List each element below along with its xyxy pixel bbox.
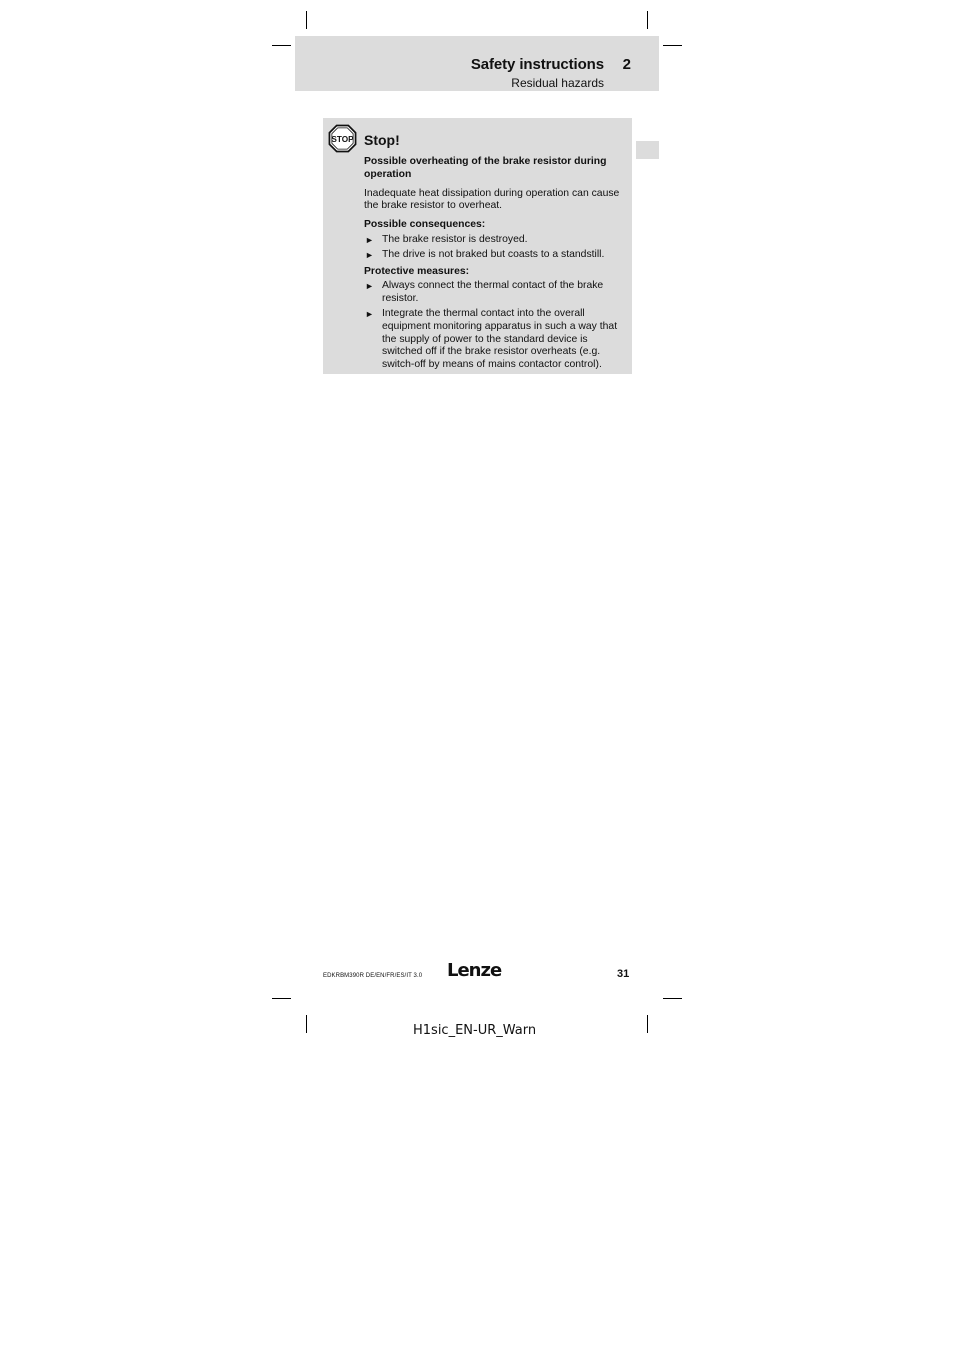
page-title: Safety instructions (470, 56, 604, 73)
bullet-arrow-icon: ► (365, 249, 374, 260)
bullet-arrow-icon: ► (365, 281, 374, 292)
crop-mark (647, 11, 648, 29)
consequences-list (364, 234, 626, 262)
warning-title: Stop! (364, 132, 400, 148)
measures-label: Protective measures: (364, 265, 470, 277)
warning-intro: Inadequate heat dissipation during operation can cause the brake resistor to overheat. (364, 187, 620, 212)
chapter-thumb-tab (636, 141, 659, 159)
list-item: ► Integrate the thermal contact into the overall equipment monitoring apparatus in such a way that the supply of power to the standard device is switched off if the brake resistor overheats (e.g. switch-off by means of mains contactor control). (365, 307, 618, 371)
crop-mark (272, 998, 291, 999)
document-id: H1sic_EN-UR_Warn (413, 1023, 537, 1038)
page-number: 31 (617, 968, 630, 980)
consequences-label: Possible consequences: (364, 219, 486, 231)
footer-doc-code: EDKRBM390R DE/EN/FR/ES/IT 3.0 (323, 973, 423, 979)
chapter-number: 2 (622, 56, 631, 73)
warning-heading: Possible overheating of the brake resistor during operation (364, 156, 607, 180)
crop-mark (306, 1015, 307, 1033)
stop-sign-icon (328, 124, 357, 153)
page-header (295, 36, 659, 91)
crop-mark (663, 45, 682, 46)
list-item: ► The drive is not braked but coasts to a standstill. (365, 248, 605, 260)
measures-list (364, 280, 626, 372)
page-subtitle: Residual hazards (511, 76, 604, 90)
stop-sign-label: STOP (331, 134, 354, 144)
crop-mark (663, 998, 682, 999)
lenze-logo: Lenze (447, 960, 502, 981)
stop-warning-box (323, 118, 632, 374)
crop-mark (306, 11, 307, 29)
crop-mark (272, 45, 291, 46)
crop-mark (647, 1015, 648, 1033)
warning-content (364, 132, 626, 376)
bullet-arrow-icon: ► (365, 308, 374, 319)
list-item: ► The brake resistor is destroyed. (365, 233, 528, 245)
list-item: ► Always connect the thermal contact of the brake resistor. (365, 280, 604, 305)
bullet-arrow-icon: ► (365, 234, 374, 245)
